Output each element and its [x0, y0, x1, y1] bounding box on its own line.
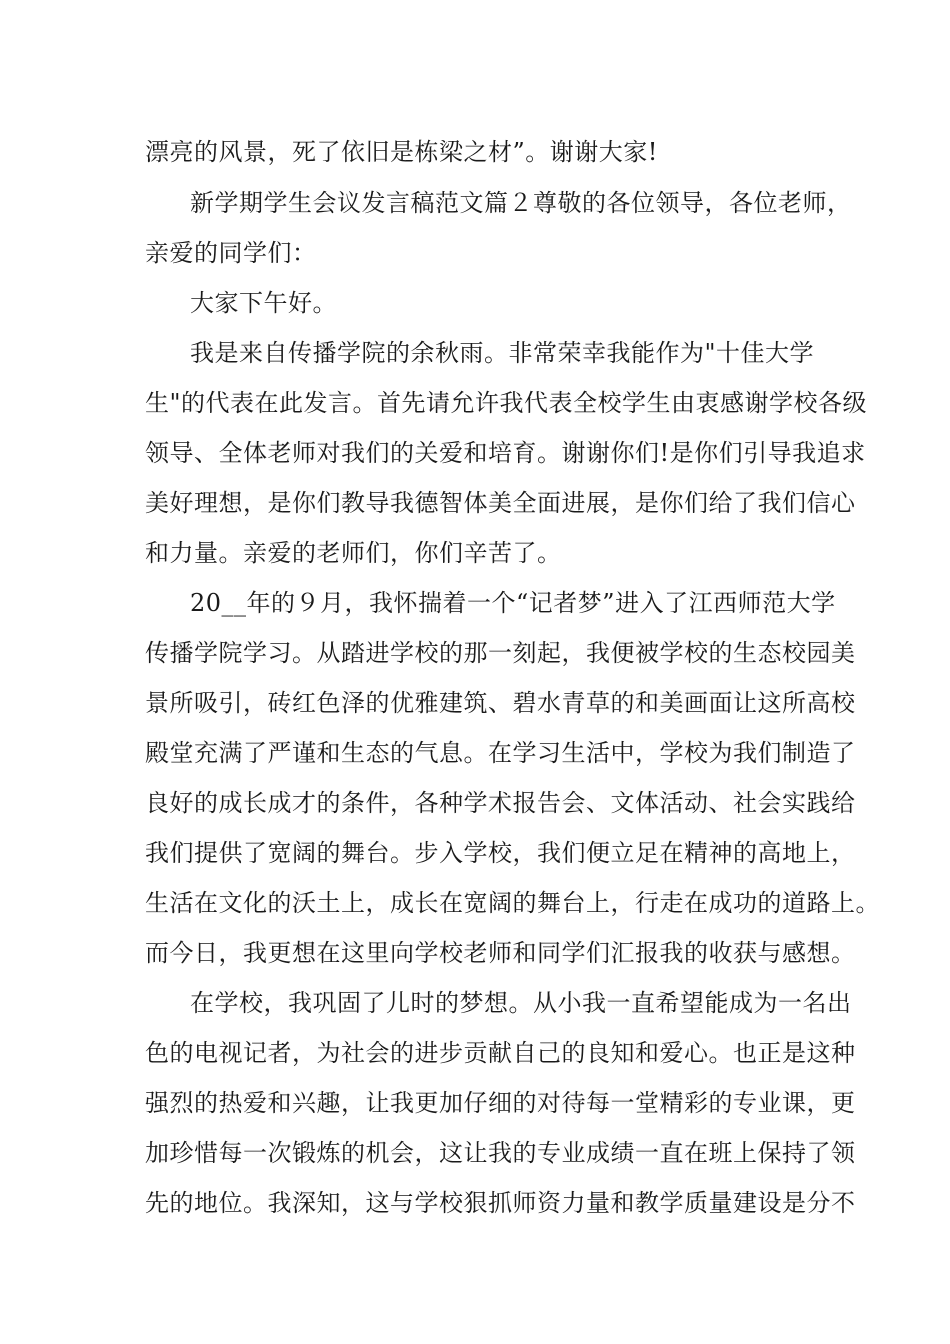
text-line-1: 漂亮的风景，死了依旧是栋梁之材”。谢谢大家! [145, 138, 658, 166]
text-line-17: 而今日，我更想在这里向学校老师和同学们汇报我的收获与感想。 [145, 939, 856, 967]
text-line-15: 我们提供了宽阔的舞台。步入学校，我们便立足在精神的高地上， [145, 839, 856, 867]
text-line-19: 色的电视记者，为社会的进步贡献自己的良知和爱心。也正是这种 [145, 1039, 856, 1067]
text-line-2: 新学期学生会议发言稿范文篇２尊敬的各位领导，各位老师， [190, 189, 852, 217]
text-line-7: 领导、全体老师对我们的关爱和培育。谢谢你们!是你们引导我追求 [145, 439, 866, 467]
text-line-8: 美好理想，是你们教导我德智体美全面进展，是你们给了我们信心 [145, 489, 856, 517]
text-line-22: 先的地位。我深知，这与学校狠抓师资力量和教学质量建设是分不 [145, 1189, 856, 1217]
text-line-16: 生活在文化的沃土上，成长在宽阔的舞台上，行走在成功的道路上。 [145, 889, 880, 917]
text-line-10: 20__年的９月，我怀揣着一个“记者梦”进入了江西师范大学 [190, 589, 836, 617]
text-line-14: 良好的成长成才的条件，各种学术报告会、文体活动、社会实践给 [145, 789, 856, 817]
text-line-9: 和力量。亲爱的老师们，你们辛苦了。 [145, 539, 562, 567]
text-line-13: 殿堂充满了严谨和生态的气息。在学习生活中，学校为我们制造了 [145, 739, 856, 767]
text-line-20: 强烈的热爱和兴趣，让我更加仔细的对待每一堂精彩的专业课，更 [145, 1089, 856, 1117]
text-line-4: 大家下午好。 [190, 289, 337, 317]
text-line-3: 亲爱的同学们： [145, 239, 317, 267]
text-line-12: 景所吸引，砖红色泽的优雅建筑、碧水青草的和美画面让这所高校 [145, 689, 856, 717]
text-line-5: 我是来自传播学院的余秋雨。非常荣幸我能作为"十佳大学 [190, 339, 815, 367]
text-line-21: 加珍惜每一次锻炼的机会，这让我的专业成绩一直在班上保持了领 [145, 1139, 856, 1167]
text-line-6: 生"的代表在此发言。首先请允许我代表全校学生由衷感谢学校各级 [145, 389, 868, 417]
text-line-18: 在学校，我巩固了儿时的梦想。从小我一直希望能成为一名出 [190, 989, 852, 1017]
text-line-11: 传播学院学习。从踏进学校的那一刻起，我便被学校的生态校园美 [145, 639, 856, 667]
